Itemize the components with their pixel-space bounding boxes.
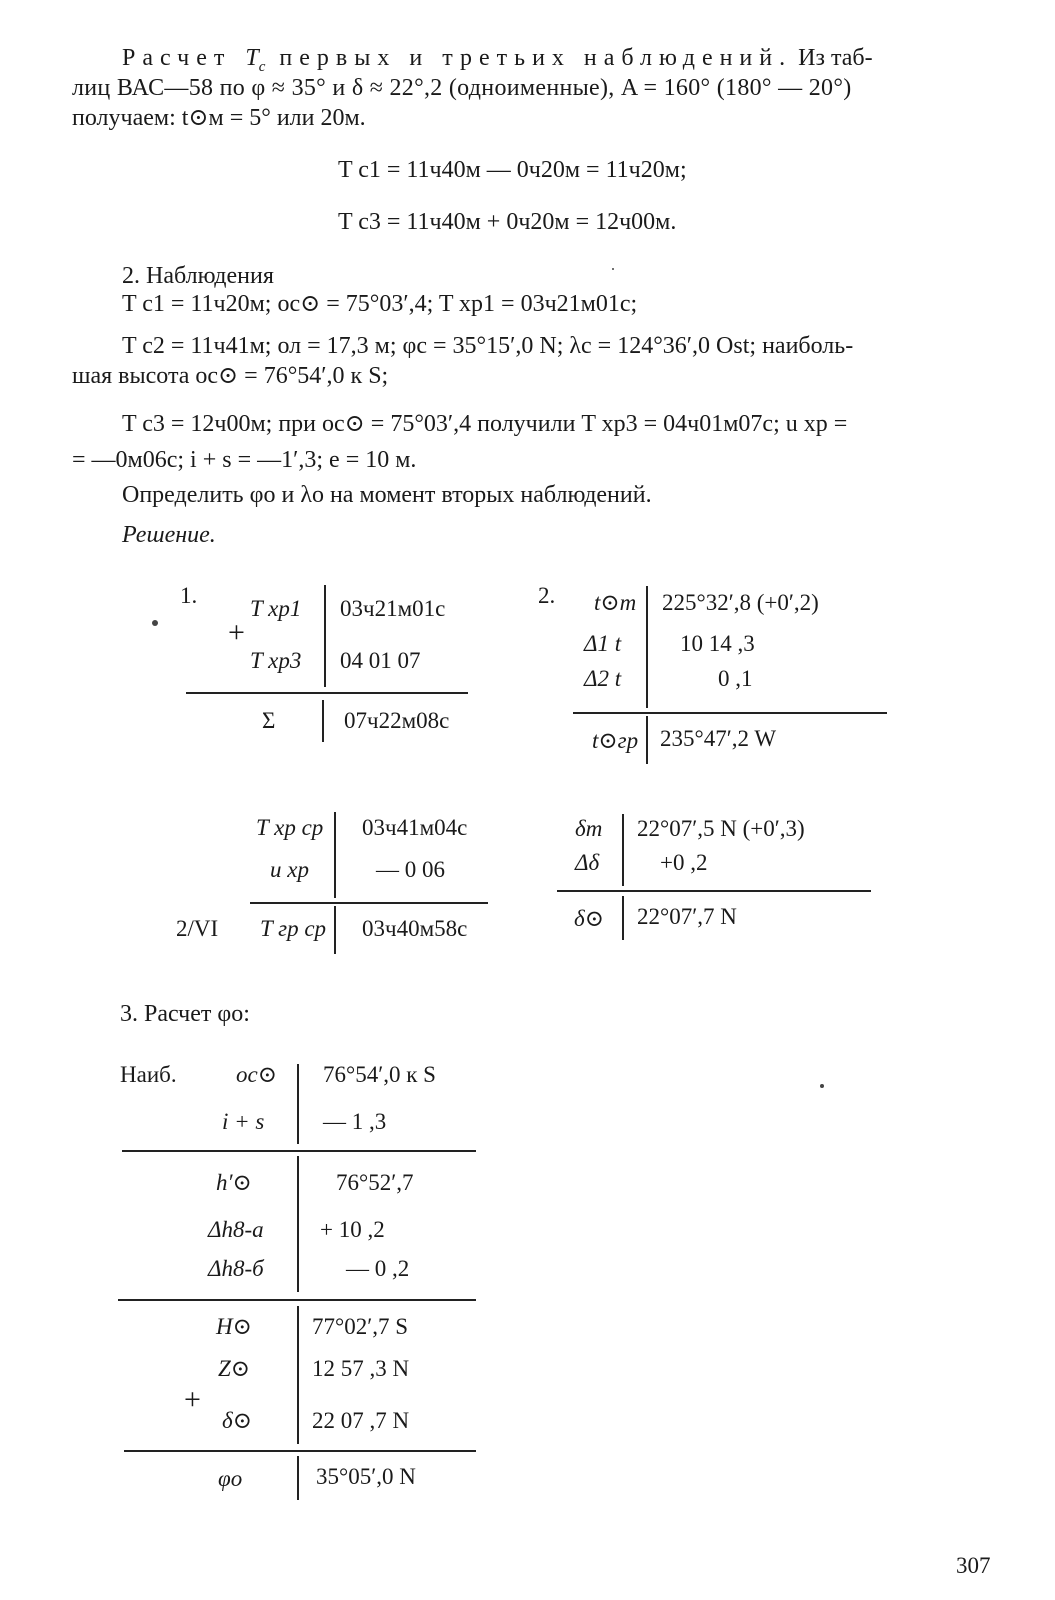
- table1-value-2: 04 01 07: [340, 648, 421, 673]
- equation-tc3: T c3 = 11ч40м + 0ч20м = 12ч00м.: [338, 209, 677, 235]
- table2-rule: [573, 712, 887, 714]
- header-line-1: [122, 44, 873, 75]
- section3-divider-a: [297, 1064, 299, 1144]
- table2-label-3: Δ2 t: [584, 666, 622, 691]
- section3-result-value: 35°05′,0 N: [316, 1464, 416, 1489]
- table4-rule: [557, 890, 871, 892]
- section3-value-h: 76°52′,7: [336, 1170, 414, 1195]
- task-statement: Определить φo и λo на момент вторых наблюдений.: [122, 482, 652, 508]
- section3-value-delta: 22 07 ,7 N: [312, 1408, 410, 1433]
- section3-label-H: H⊙: [216, 1314, 252, 1339]
- table4-value-1: 22°07′,5 N (+0′,3): [637, 816, 805, 841]
- section3-title: 3. Расчет φo:: [120, 1001, 250, 1027]
- observation-line-1: T c1 = 11ч20м; oc⊙ = 75°03′,4; T xp1 = 03ч21м01с;: [122, 291, 638, 317]
- tc-symbol: $T_c$: [245, 45, 266, 75]
- section3-label-Z: Z⊙: [218, 1356, 251, 1381]
- section3-label-is: i + s: [222, 1109, 265, 1134]
- section3-value-H: 77°02′,7 S: [312, 1314, 409, 1339]
- table4-divider: [622, 814, 624, 886]
- section3-label-h: h′⊙: [216, 1170, 252, 1195]
- section3-plus-sign: +: [184, 1383, 201, 1416]
- table1-number: 1.: [180, 583, 198, 608]
- table3-value-2: — 0 06: [376, 857, 445, 882]
- header-word-iz-tab: Из таб-: [798, 45, 873, 71]
- observation-line-4: T c3 = 12ч00м; при oc⊙ = 75°03′,4 получили T xp3 = 04ч01м07с; u xp =: [122, 411, 848, 437]
- scan-speck: [820, 1084, 824, 1088]
- table3-date: 2/VI: [176, 916, 219, 941]
- section3-divider-b: [297, 1156, 299, 1292]
- table3-label-2: u xp: [270, 857, 309, 882]
- table1-value-1: 03ч21м01с: [340, 596, 446, 621]
- table4-label-1: δт: [575, 816, 603, 841]
- table2-label-1: t⊙т: [594, 590, 637, 615]
- header-line-2: лиц ВАС—58 по φ ≈ 35° и δ ≈ 22°,2 (одноименные), A = 160° (180° — 20°): [72, 75, 852, 101]
- table1-rule: [186, 692, 468, 694]
- table2-value-2: 10 14 ,3: [680, 631, 755, 656]
- section3-label-dh8a: Δh8-а: [208, 1217, 264, 1242]
- table4-value-2: +0 ,2: [660, 850, 708, 875]
- table1-plus-sign: +: [228, 616, 245, 649]
- section3-value-dh8a: + 10 ,2: [320, 1217, 385, 1242]
- header-words-spaced: первых и третьих наблюдений.: [279, 45, 793, 71]
- table1-sum-value: 07ч22м08с: [344, 708, 450, 733]
- observation-line-3: шая высота oc⊙ = 76°54′,0 к S;: [72, 363, 389, 389]
- table1-label-1: T xp1: [250, 596, 302, 621]
- table4-result-divider: [622, 896, 624, 940]
- page-number: 307: [956, 1553, 991, 1578]
- table3-result-value: 03ч40м58с: [362, 916, 468, 941]
- table3-rule: [250, 902, 488, 904]
- table1-sum-label: Σ: [262, 708, 276, 733]
- table2-result-value: 235°47′,2 W: [660, 726, 777, 751]
- solution-heading: Решение.: [122, 522, 216, 548]
- table2-value-1: 225°32′,8 (+0′,2): [662, 590, 819, 615]
- table3-divider: [334, 812, 336, 898]
- table3-value-1: 03ч41м04с: [362, 815, 468, 840]
- table2-label-2: Δ1 t: [584, 631, 622, 656]
- section3-value-oc: 76°54′,0 к S: [323, 1062, 436, 1087]
- header-line-3: получаем: t⊙м = 5° или 20м.: [72, 105, 366, 131]
- section3-divider-c: [297, 1306, 299, 1444]
- table3-result-divider: [334, 906, 336, 954]
- table2-number: 2.: [538, 583, 556, 608]
- header-word-raschet: Расчет: [122, 45, 232, 71]
- scan-speck: [612, 268, 614, 270]
- table1-label-2: T xp3: [250, 648, 302, 673]
- section3-label-oc: oc⊙: [236, 1062, 277, 1087]
- table2-result-label: t⊙гр: [592, 728, 639, 753]
- section3-rule-1: [122, 1150, 476, 1152]
- table4-result-value: 22°07′,7 N: [637, 904, 737, 929]
- table2-value-3: 0 ,1: [718, 666, 753, 691]
- scan-speck: [152, 620, 158, 626]
- observations-title: 2. Наблюдения: [122, 263, 274, 289]
- section3-rule-2: [118, 1299, 476, 1301]
- observation-line-5: = —0м06с; i + s = —1′,3; e = 10 м.: [72, 447, 417, 473]
- section3-value-Z: 12 57 ,3 N: [312, 1356, 410, 1381]
- table4-label-2: Δδ: [575, 850, 600, 875]
- table2-divider: [646, 586, 648, 708]
- section3-value-is: — 1 ,3: [323, 1109, 387, 1134]
- section3-label-delta: δ⊙: [222, 1408, 252, 1433]
- table1-divider: [324, 585, 326, 687]
- section3-result-label: φo: [218, 1466, 243, 1491]
- table3-result-label: T гр cp: [260, 916, 327, 941]
- table3-label-1: T xp cp: [256, 815, 324, 840]
- table1-sum-divider: [322, 700, 324, 742]
- observation-line-2: T c2 = 11ч41м; ол = 17,3 м; φc = 35°15′,0 N; λc = 124°36′,0 Ost; наиболь-: [122, 333, 854, 359]
- section3-result-divider: [297, 1456, 299, 1500]
- table4-result-label: δ⊙: [574, 906, 604, 931]
- table2-result-divider: [646, 716, 648, 764]
- section3-naib-label: Наиб.: [120, 1062, 177, 1087]
- equation-tc1: T c1 = 11ч40м — 0ч20м = 11ч20м;: [338, 157, 687, 183]
- section3-rule-3: [124, 1450, 476, 1452]
- section3-label-dh8b: Δh8-б: [208, 1256, 264, 1281]
- section3-value-dh8b: — 0 ,2: [346, 1256, 410, 1281]
